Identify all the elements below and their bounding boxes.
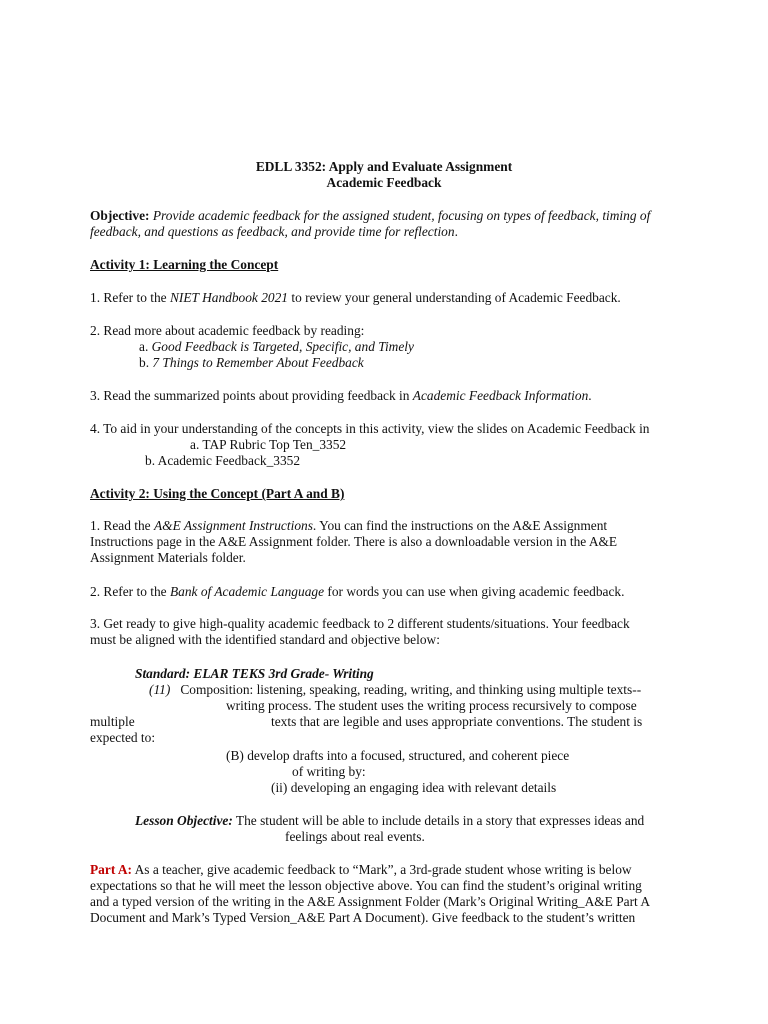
activity1-item-4b: b. Academic Feedback_3352 [145,453,301,468]
item-text: 3. Read the summarized points about providing feedback in [90,388,413,403]
part-a-line-3: and a typed version of the writing in the A&E Assignment Folder (Mark’s Original Writing_A&E Part A [90,894,651,909]
objective-period: . [454,224,458,239]
activity2-item-3: 3. Get ready to give high-quality academic feedback to 2 different students/situations. Your feedback [90,616,630,631]
standard-line-4: expected to: [90,730,156,745]
activity1-heading: Activity 1: Learning the Concept [90,257,279,272]
item-text: . [588,388,592,403]
standard-number: (11) [149,682,171,697]
activity1-item-4a: a. TAP Rubric Top Ten_3352 [190,437,347,452]
standard-line-5: (B) develop drafts into a focused, structured, and coherent piece [226,748,570,763]
standard-line-7: (ii) developing an engaging idea with relevant details [271,780,557,795]
bank-title: Bank of Academic Language [169,584,325,599]
document-title: EDLL 3352: Apply and Evaluate Assignment [255,159,513,174]
activity1-item-2b [139,355,364,371]
objective-text: Provide academic feedback for the assigned student, focusing on types of feedback, timing of [152,208,651,223]
activity2-item-2 [90,584,624,600]
activity1-item-2: 2. Read more about academic feedback by reading: [90,323,365,338]
item-text: 2. Refer to the [90,584,170,599]
activity2-item-1-line3: Assignment Materials folder. [90,550,246,565]
reading-title: Good Feedback is Targeted, Specific, and Timely [151,339,414,354]
part-a-line-4: Document and Mark’s Typed Version_A&E Part A Document). Give feedback to the student’s written [90,910,636,925]
part-a-line-2: expectations so that he will meet the lesson objective above. You can find the student’s original writing [90,878,642,893]
reading-title: 7 Things to Remember About Feedback [152,355,364,370]
activity2-heading: Activity 2: Using the Concept (Part A and B) [90,486,345,501]
standard-label: Standard: ELAR TEKS 3rd Grade- Writing [135,666,374,681]
lesson-objective-label: Lesson Objective: [135,813,233,828]
part-a-text: As a teacher, give academic feedback to “Mark”, a 3rd-grade student whose writing is below [132,862,632,877]
activity2-item-1 [90,518,607,534]
objective-text-2: feedback, and questions as feedback, and provide time for reflection [90,224,455,239]
standard-line-3-right: texts that are legible and uses appropriate conventions. The student is [271,714,643,729]
lesson-objective-line-1 [135,813,644,829]
list-marker: b. [139,355,153,370]
activity1-item-2a [139,339,414,355]
activity2-item-1-line2: Instructions page in the A&E Assignment folder. There is also a downloadable version in the A&E [90,534,618,549]
item-text: 1. Refer to the [90,290,170,305]
activity1-item-4: 4. To aid in your understanding of the concepts in this activity, view the slides on Academic Feedback in [90,421,650,436]
standard-line-1 [149,682,641,698]
activity1-item-3 [90,388,592,404]
objective-line-2 [90,224,458,240]
niet-handbook-title: NIET Handbook 2021 [169,290,288,305]
instructions-title: A&E Assignment Instructions [153,518,313,533]
objective-line-1 [90,208,650,224]
feedback-info-title: Academic Feedback Information [412,388,589,403]
item-text: to review your general understanding of Academic Feedback. [288,290,621,305]
item-text: 1. Read the [90,518,154,533]
standard-text: Composition: listening, speaking, reading, writing, and thinking using multiple texts-- [180,682,642,697]
part-a-label: Part A: [90,862,133,877]
item-text: . You can find the instructions on the A&E Assignment [312,518,608,533]
item-text: for words you can use when giving academic feedback. [324,584,625,599]
list-marker: a. [139,339,152,354]
standard-line-3-left: multiple [90,714,135,729]
standard-line-6: of writing by: [292,764,366,779]
standard-line-2: writing process. The student uses the writing process recursively to compose [226,698,637,713]
part-a-line-1 [90,862,632,878]
objective-label: Objective: [90,208,150,223]
document-subtitle: Academic Feedback [326,175,442,190]
activity1-item-1 [90,290,621,306]
activity2-item-3-line2: must be aligned with the identified standard and objective below: [90,632,440,647]
lesson-objective-line-2: feelings about real events. [285,829,425,844]
lesson-objective-text: The student will be able to include details in a story that expresses ideas and [232,813,645,828]
